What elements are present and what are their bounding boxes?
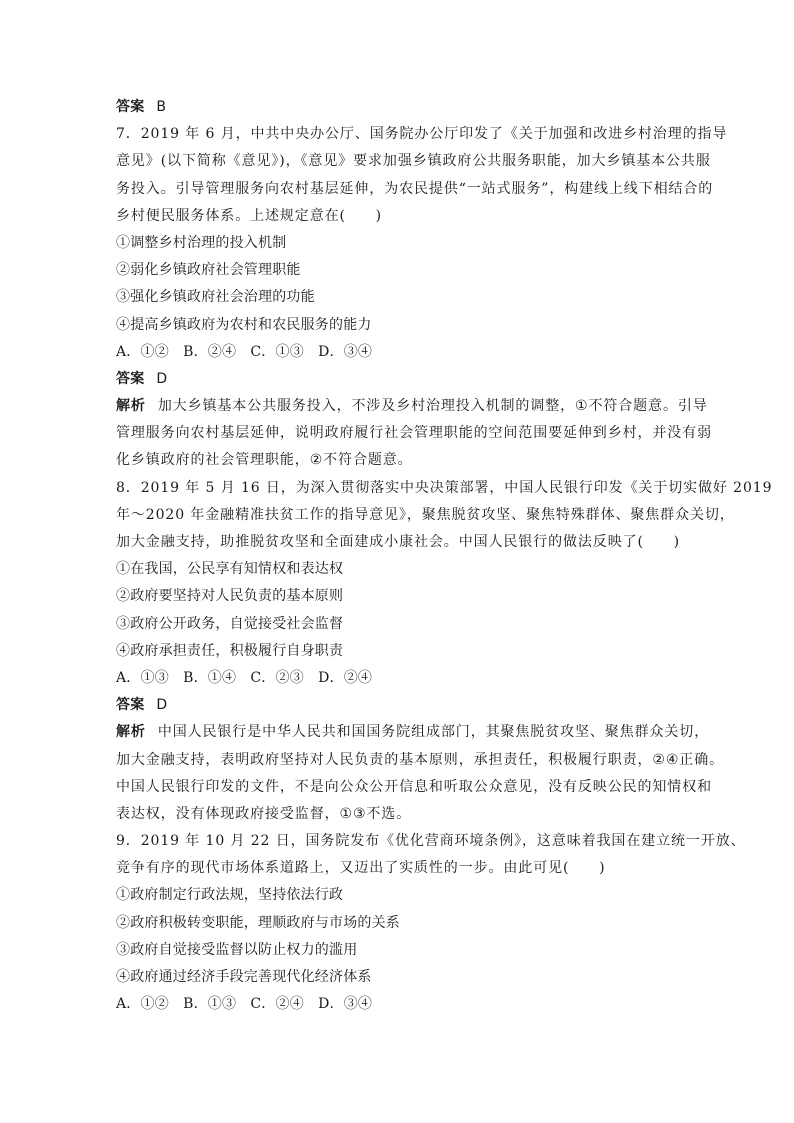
q7-explanation-line: 化乡镇政府的社会管理职能，②不符合题意。 [116,452,413,469]
q7-explanation-line [116,393,708,420]
q8-option: ②政府要坚持对人民负责的基本原则 [116,588,344,605]
q8-explanation-line: 加大金融支持，表明政府坚持对人民负责的基本原则，承担责任，积极履行职责，②④正确。 [116,751,724,768]
q7-option: ①调整乡村治理的投入机制 [116,234,287,251]
answer-value: B [156,99,167,115]
answer-label: 答案 [116,697,145,714]
q8-stem-line: 8．2019 年 5 月 16 日，为深入贯彻落实中央决策部署，中国人民银行印发《关于切实做好 2019 [116,479,773,496]
q7-choices: A．①② B．②④ C．①③ D．③④ [116,343,373,360]
answer-label: 答案 [116,99,145,115]
answer-value: D [156,370,168,387]
q9-stem-line: 9．2019 年 10 月 22 日，国务院发布《优化营商环境条例》，这意味着我国在建立统一开放、 [116,833,746,850]
answer-line-q8 [116,692,686,719]
explanation-text: 加大乡镇基本公共服务投入，不涉及乡村治理投入机制的调整，①不符合题意。引导 [157,398,708,415]
q7-stem-line: 意见》(以下简称《意见》)，《意见》要求加强乡镇政府公共服务职能，加大乡镇基本公共服 [116,153,711,170]
q7-option: ②弱化乡镇政府社会管理职能 [116,262,301,279]
q8-choices: A．①③ B．①④ C．②③ D．②④ [116,669,373,686]
explanation-label: 解析 [116,724,146,741]
q8-explanation-line: 表达权，没有体现政府接受监督，①③不选。 [116,805,412,822]
answer-line-q6 [116,94,686,121]
explanation-label: 解析 [116,398,146,415]
answer-line-q7 [116,366,686,393]
answer-label: 答案 [116,370,145,387]
document-page [116,94,773,1018]
q8-stem-line: 加大金融支持，助推脱贫攻坚和全面建成小康社会。中国人民银行的做法反映了( ) [116,534,681,550]
answer-value: D [156,697,168,714]
q8-explanation-line [116,719,710,746]
q9-option: ③政府自觉接受监督以防止权力的滥用 [116,941,358,958]
q8-option: ③政府公开政务，自觉接受社会监督 [116,615,344,632]
q8-option: ①在我国，公民享有知情权和表达权 [116,561,344,578]
q7-option: ③强化乡镇政府社会治理的功能 [116,289,315,306]
q8-stem-line: 年～2020 年金融精准扶贫工作的指导意见》，聚焦脱贫攻坚、聚焦特殊群体、聚焦群众关切， [116,506,735,523]
explanation-text: 中国人民银行是中华人民共和国国务院组成部门，其聚焦脱贫攻坚、聚焦群众关切， [157,724,710,741]
q7-explanation-line: 管理服务向农村基层延伸，说明政府履行社会管理职能的空间范围要延伸到乡村，并没有弱 [116,425,712,442]
q9-option: ④政府通过经济手段完善现代化经济体系 [116,969,372,985]
q8-explanation-line: 中国人民银行印发的文件，不是向公众公开信息和听取公众意见，没有反映公民的知情权和 [116,778,712,795]
q9-stem-line: 竞争有序的现代市场体系道路上，又迈出了实质性的一步。由此可见( ) [116,860,606,877]
q9-choices: A．①② B．①③ C．②④ D．③④ [116,996,373,1013]
q9-option: ②政府积极转变职能，理顺政府与市场的关系 [116,914,400,931]
q7-stem-line: 乡村便民服务体系。上述规定意在( ) [116,207,383,224]
q9-option: ①政府制定行政法规，坚持依法行政 [116,887,344,904]
q7-option: ④提高乡镇政府为农村和农民服务的能力 [116,316,372,333]
q7-stem-line: 7．2019 年 6 月，中共中央办公厅、国务院办公厅印发了《关于加强和改进乡村治理的指导 [116,126,728,143]
q7-stem-line: 务投入。引导管理服务向农村基层延伸，为农民提供“一站式服务”，构建线上线下相结合的 [116,180,714,197]
q8-option: ④政府承担责任，积极履行自身职责 [116,642,344,659]
